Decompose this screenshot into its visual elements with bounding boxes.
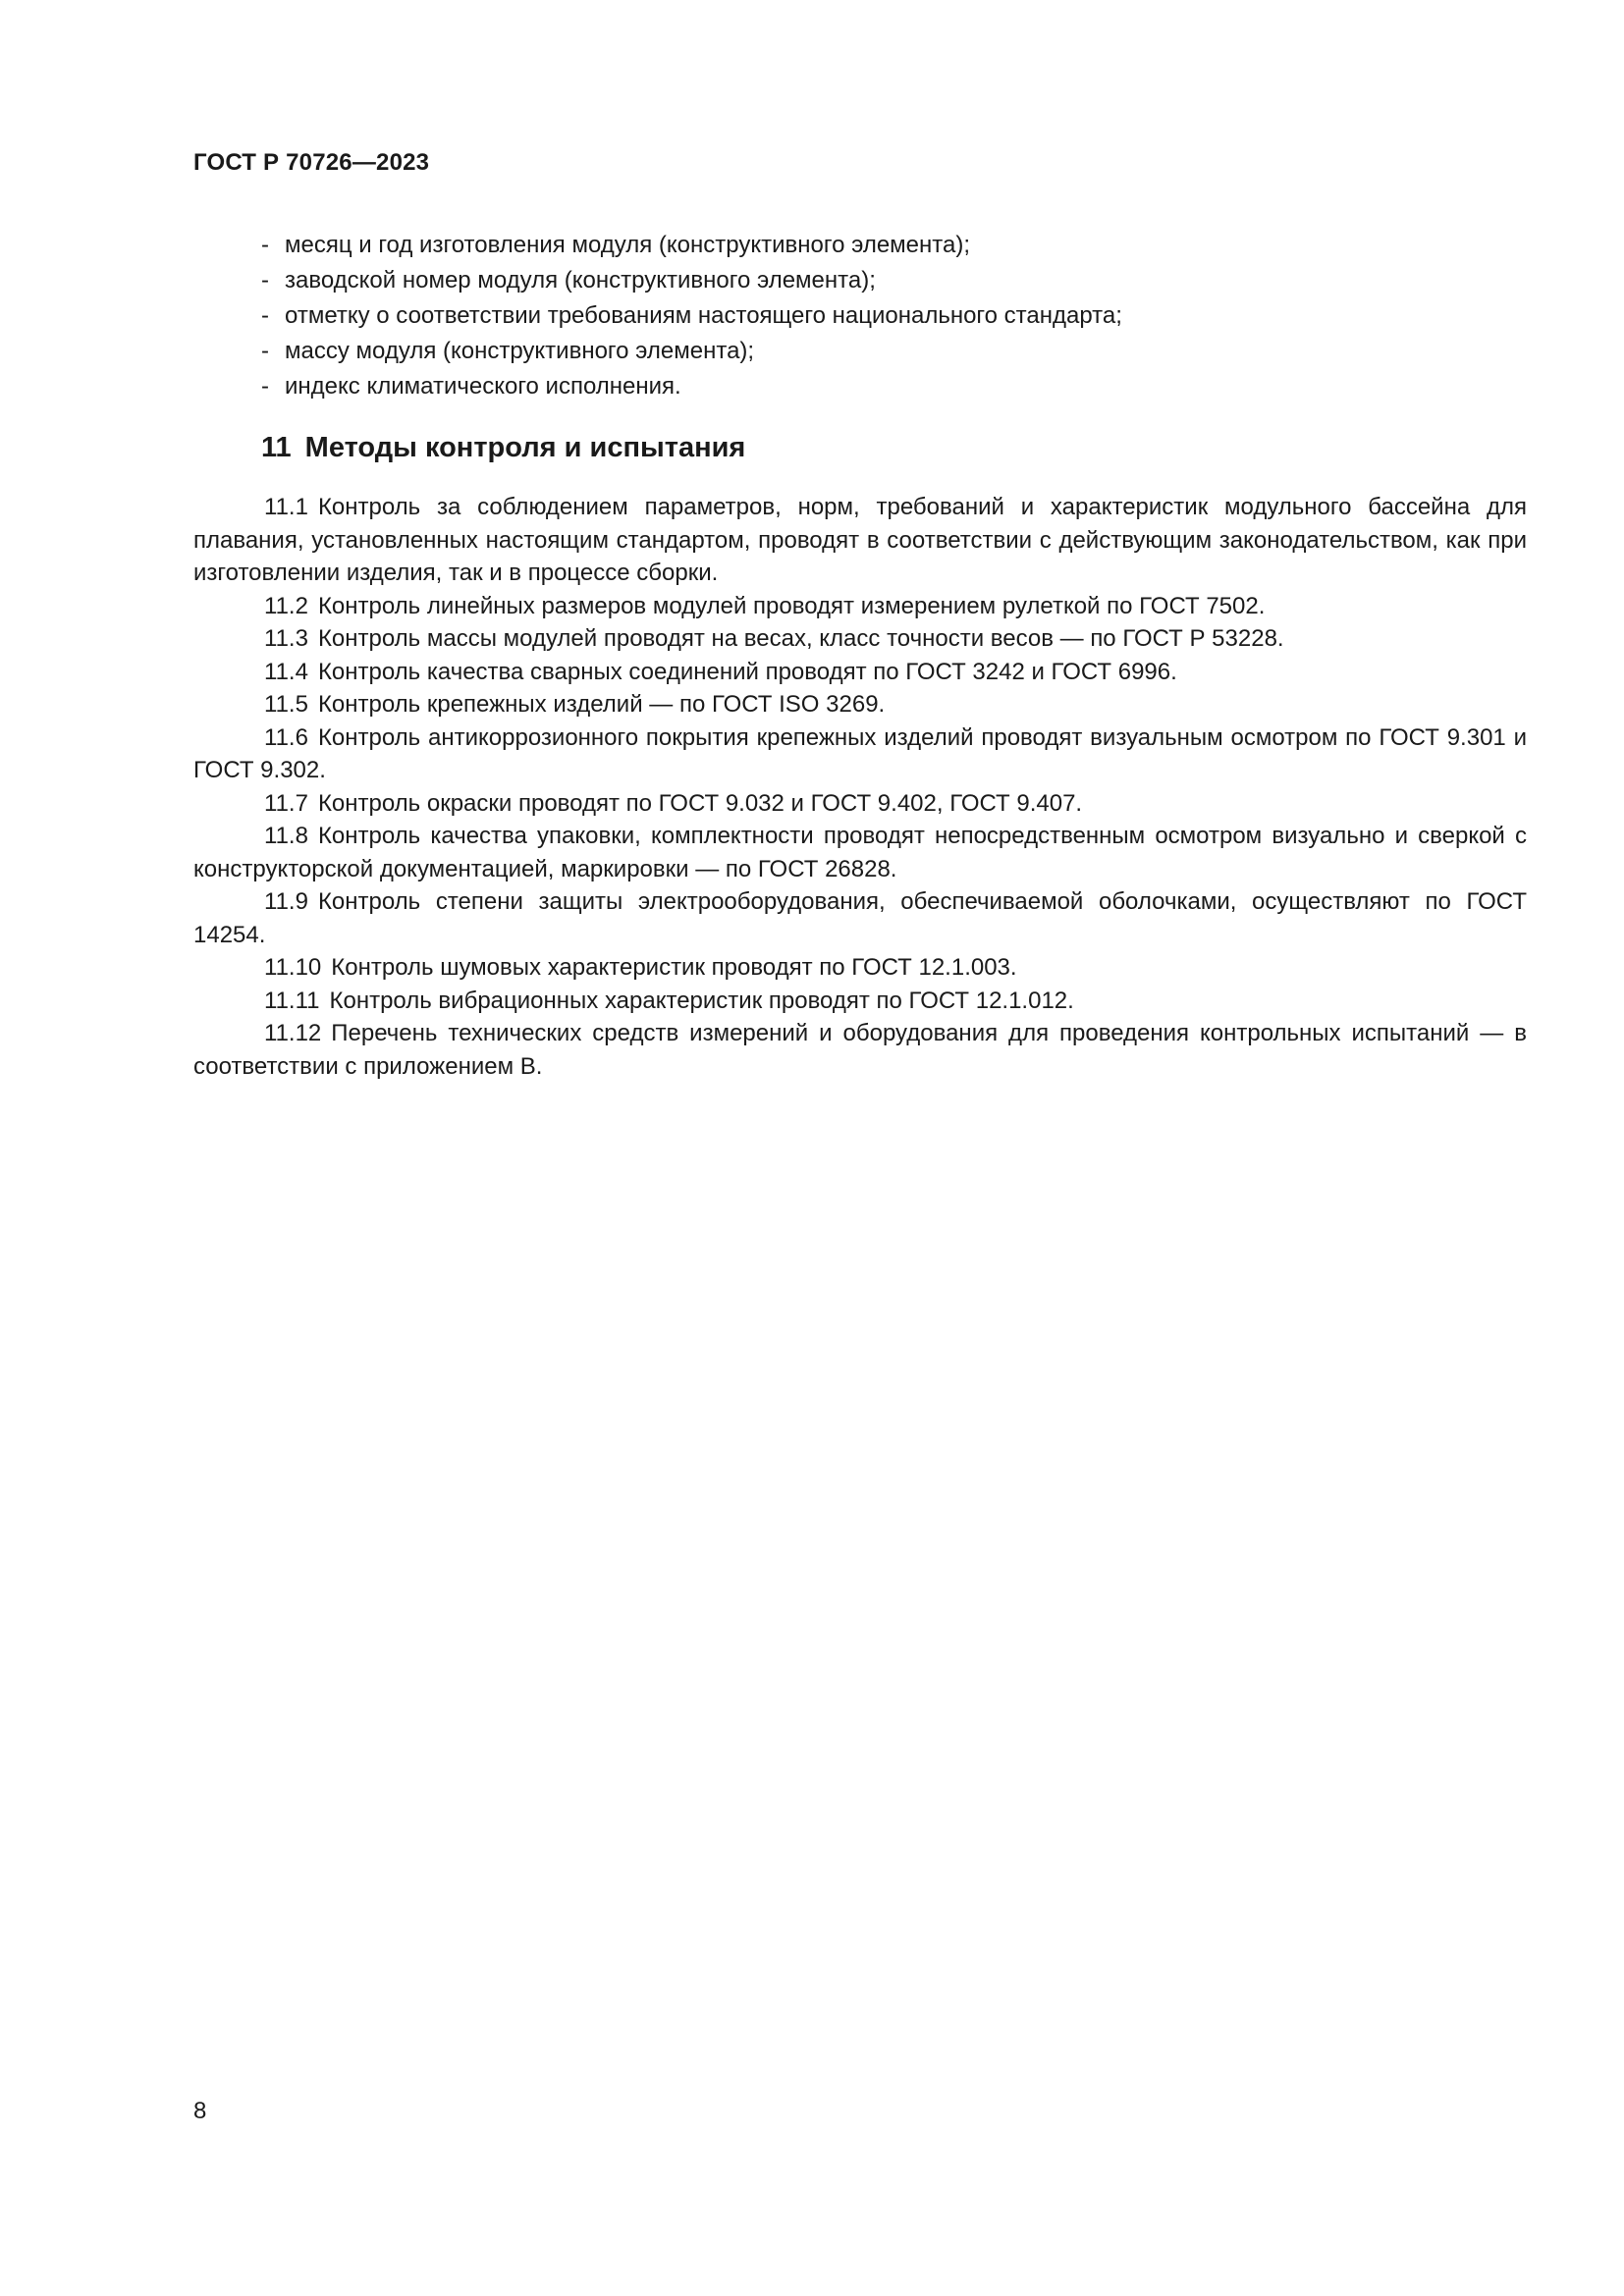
paragraph [193,787,1527,821]
list-item [261,263,1528,298]
paragraph [193,951,1527,985]
marking-list [261,228,1528,404]
paragraph-number: 11.4 [264,658,308,685]
list-item-text: массу модуля (конструктивного элемента); [285,338,755,364]
paragraph [193,820,1527,885]
section-title-text: Методы контроля и испытания [304,432,746,463]
paragraph-text: Контроль качества сварных соединений проводят по ГОСТ 3242 и ГОСТ 6996. [317,658,1177,685]
list-item [261,228,1528,263]
paragraph-number: 11.7 [264,789,308,817]
section-number: 11 [261,432,292,463]
paragraph-text: Контроль линейных размеров модулей проводят измерением рулеткой по ГОСТ 7502. [317,592,1266,619]
paragraph-text: Контроль крепежных изделий — по ГОСТ ISO 3269. [317,691,886,718]
paragraph-number: 11.11 [264,987,320,1014]
paragraph-text: Контроль антикоррозионного покрытия крепежных изделий проводят визуальным осмотром по ГОСТ 9.301 и ГОСТ 9.302. [193,723,1527,783]
paragraph-number: 11.2 [264,592,308,619]
list-item [261,369,1528,404]
paragraph-text: Контроль вибрационных характеристик проводят по ГОСТ 12.1.012. [329,987,1074,1014]
bullet-marker: - [261,232,269,258]
document-header: ГОСТ Р 70726—2023 [193,149,430,176]
list-item [261,334,1528,369]
paragraph-text: Контроль за соблюдением параметров, норм, требований и характеристик модульного бассейна для плавания, установленных настоящим стандартом, проводят в соответствии с действующим законодательством, как при изготовлении изделия, так и в процессе сборки. [193,494,1527,586]
paragraph-number: 11.8 [264,823,308,849]
paragraph [193,590,1527,623]
page-number: 8 [193,2098,207,2124]
list-item-text: заводской номер модуля (конструктивного элемента); [285,267,876,294]
paragraph [193,1017,1527,1083]
list-item [261,298,1528,334]
paragraph [193,656,1527,689]
paragraph [193,688,1527,721]
paragraph-number: 11.1 [264,494,308,520]
list-item-text: индекс климатического исполнения. [285,373,681,400]
paragraph [193,622,1527,656]
paragraph-number: 11.3 [264,625,308,652]
paragraph-number: 11.5 [264,691,308,718]
section-body [193,491,1527,1083]
paragraph-text: Контроль массы модулей проводят на весах, класс точности весов — по ГОСТ Р 53228. [317,625,1284,652]
bullet-marker: - [261,373,269,400]
paragraph-number: 11.12 [264,1020,322,1046]
paragraph-number: 11.10 [264,954,322,981]
paragraph-text: Контроль шумовых характеристик проводят по ГОСТ 12.1.003. [331,954,1017,981]
paragraph [193,885,1527,951]
paragraph [193,491,1527,590]
list-item-text: отметку о соответствии требованиям настоящего национального стандарта; [285,302,1122,329]
bullet-marker: - [261,338,269,364]
paragraph [193,721,1527,787]
paragraph-text: Контроль окраски проводят по ГОСТ 9.032 и ГОСТ 9.402, ГОСТ 9.407. [317,789,1083,817]
paragraph-text: Контроль степени защиты электрооборудования, обеспечиваемой оболочками, осуществляют по ГОСТ 14254. [193,888,1527,948]
section-heading [261,432,745,464]
bullet-marker: - [261,302,269,329]
paragraph-text: Перечень технических средств измерений и оборудования для проведения контрольных испытаний — в соответствии с приложением В. [193,1020,1527,1080]
list-item-text: месяц и год изготовления модуля (конструктивного элемента); [285,232,971,258]
paragraph-text: Контроль качества упаковки, комплектности проводят непосредственным осмотром визуально и сверкой с конструкторской документацией, маркировки — по ГОСТ 26828. [193,823,1527,882]
paragraph-number: 11.9 [264,888,308,915]
paragraph [193,985,1527,1018]
bullet-marker: - [261,267,269,294]
paragraph-number: 11.6 [264,723,308,751]
